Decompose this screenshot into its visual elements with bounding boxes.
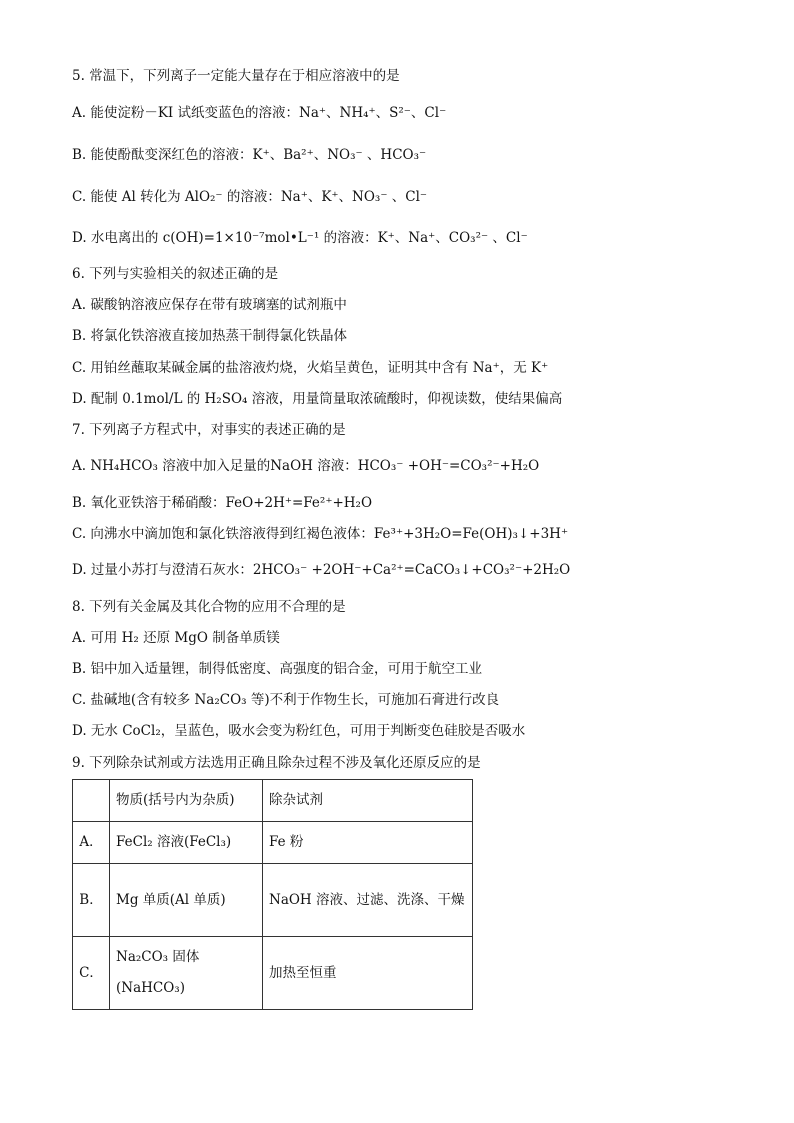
q5-option-b: B. 能使酚酞变深红色的溶液：K⁺、Ba²⁺、NO₃⁻ 、HCO₃⁻ — [72, 147, 427, 163]
q8-option-b: B. 铝中加入适量锂，制得低密度、高强度的铝合金，可用于航空工业 — [72, 661, 483, 677]
q5-stem: 5. 常温下，下列离子一定能大量存在于相应溶液中的是 — [72, 68, 400, 84]
q7-option-b: B. 氧化亚铁溶于稀硝酸：FeO+2H⁺=Fe²⁺+H₂O — [72, 495, 373, 511]
table-row — [73, 864, 473, 937]
table-row — [73, 937, 473, 1010]
q7-option-d: D. 过量小苏打与澄清石灰水：2HCO₃⁻ +2OH⁻+Ca²⁺=CaCO₃↓+CO₃²⁻+2H₂O — [72, 562, 571, 578]
q9-options-table — [72, 779, 473, 1010]
table-cell: Fe 粉 — [263, 822, 473, 864]
q8-option-c: C. 盐碱地(含有较多 Na₂CO₃ 等)不利于作物生长，可施加石膏进行改良 — [72, 692, 500, 708]
table-cell: FeCl₂ 溶液(FeCl₃) — [110, 822, 263, 864]
q6-option-a: A. 碳酸钠溶液应保存在带有玻璃塞的试剂瓶中 — [72, 297, 347, 313]
table-cell: B． — [73, 864, 110, 937]
table-header-cell — [73, 780, 110, 822]
q5-option-a: A. 能使淀粉－KI 试纸变蓝色的溶液：Na⁺、NH₄⁺、S²⁻、Cl⁻ — [72, 105, 447, 121]
table-cell: Mg 单质(Al 单质) — [110, 864, 263, 937]
q7-option-a: A. NH₄HCO₃ 溶液中加入足量的NaOH 溶液：HCO₃⁻ +OH⁻=CO₃²⁻+H₂O — [72, 458, 540, 474]
table-header-cell: 物质(括号内为杂质) — [110, 780, 263, 822]
table-row — [73, 822, 473, 864]
table-cell — [263, 864, 473, 937]
table-cell: A． — [73, 822, 110, 864]
q8-option-d: D. 无水 CoCl₂，呈蓝色，吸水会变为粉红色，可用于判断变色硅胶是否吸水 — [72, 723, 526, 739]
q5-option-c: C. 能使 Al 转化为 AlO₂⁻ 的溶液：Na⁺、K⁺、NO₃⁻ 、Cl⁻ — [72, 189, 428, 205]
table-header-row — [73, 780, 473, 822]
q7-option-c: C. 向沸水中滴加饱和氯化铁溶液得到红褐色液体：Fe³⁺+3H₂O=Fe(OH)₃↓+3H⁺ — [72, 526, 569, 542]
q6-option-c: C. 用铂丝蘸取某碱金属的盐溶液灼烧，火焰呈黄色，证明其中含有 Na⁺，无 K⁺ — [72, 360, 549, 376]
table-cell — [110, 937, 263, 1010]
table-cell-text: NaOH 溶液、过滤、洗涤、干燥 — [269, 891, 465, 908]
q8-option-a: A. 可用 H₂ 还原 MgO 制备单质镁 — [72, 630, 280, 646]
table-header-cell: 除杂试剂 — [263, 780, 473, 822]
q6-stem: 6. 下列与实验相关的叙述正确的是 — [72, 266, 279, 282]
q6-option-d: D. 配制 0.1mol/L 的 H₂SO₄ 溶液，用量筒量取浓硫酸时，仰视读数，使结果偏高 — [72, 391, 563, 407]
q9-stem: 9. 下列除杂试剂或方法选用正确且除杂过程不涉及氧化还原反应的是 — [72, 755, 481, 771]
q8-stem: 8. 下列有关金属及其化合物的应用不合理的是 — [72, 599, 346, 615]
q5-option-d: D. 水电离出的 c(OH)=1×10⁻⁷mol•L⁻¹ 的溶液：K⁺、Na⁺、CO₃²⁻ 、Cl⁻ — [72, 230, 528, 246]
q6-option-b: B. 将氯化铁溶液直接加热蒸干制得氯化铁晶体 — [72, 328, 348, 344]
q7-stem: 7. 下列离子方程式中，对事实的表述正确的是 — [72, 422, 346, 438]
table-cell-text: Na₂CO₃ 固体(NaHCO₃) — [116, 949, 200, 996]
table-cell: 加热至恒重 — [263, 937, 473, 1010]
table-cell: C． — [73, 937, 110, 1010]
